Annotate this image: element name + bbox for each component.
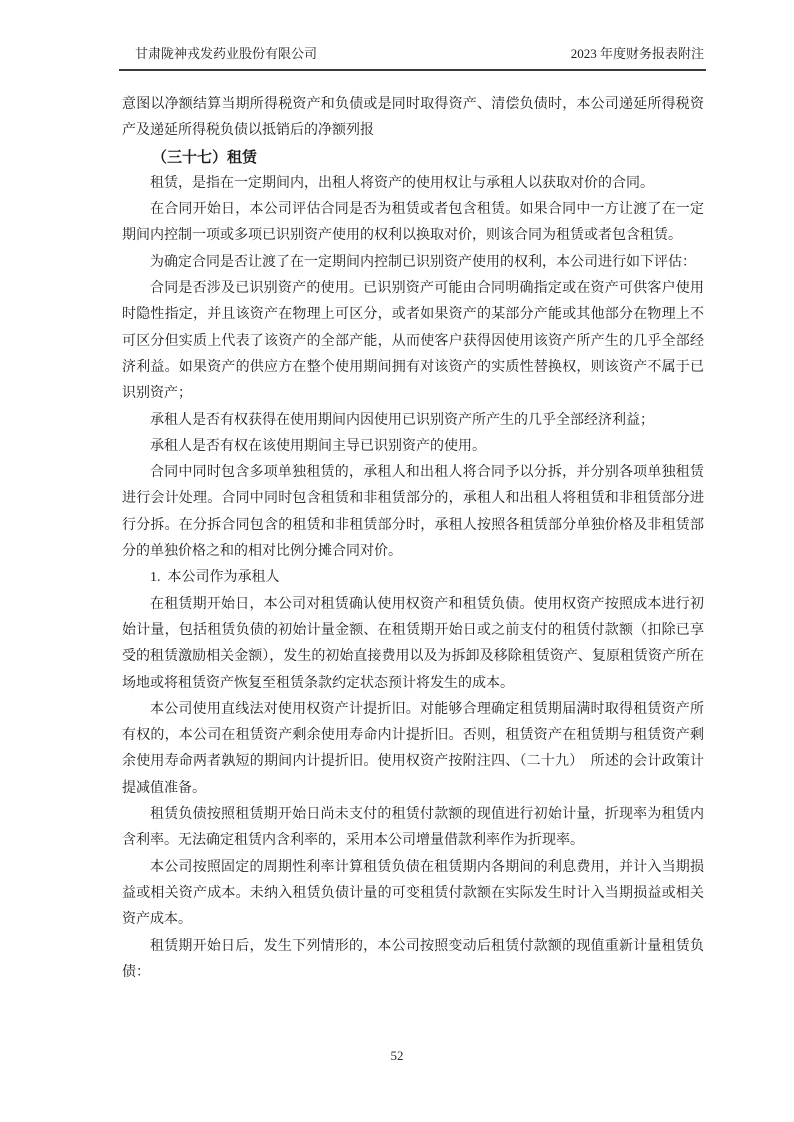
paragraph: 本公司按照固定的周期性利率计算租赁负债在租赁期内各期间的利息费用，并计入当期损益或相关资产成本。未纳入租赁负债计量的可变租赁付款额在实际发生时计入当期损益或相关资产成本。 <box>122 859 704 928</box>
paragraph: 合同是否涉及已识别资产的使用。已识别资产可能由合同明确指定或在资产可供客户使用时隐性指定，并且该资产在物理上可区分，或者如果资产的某部分产能或其他部分在物理上不可区分但实质上代表了该资产的全部产能，从而使客户获得因使用该资产所产生的几乎全部经济利益。如果资产的供应方在整个使用期间拥有对该资产的实质性替换权，则该资产不属于已识别资产； <box>122 281 704 402</box>
paragraph: 合同中同时包含多项单独租赁的，承租人和出租人将合同予以分拆，并分别各项单独租赁进行会计处理。合同中同时包含租赁和非租赁部分的，承租人和出租人将租赁和非租赁部分进行分拆。在分拆合同包含的租赁和非租赁部分时，承租人按照各租赁部分单独价格及非租赁部分的单独价格之和的相对比例分摊合同对价。 <box>122 465 704 560</box>
page-header <box>119 46 706 71</box>
report-title: 2023 年度财务报表附注 <box>570 46 704 61</box>
paragraph: 租赁期开始日后，发生下列情形的，本公司按照变动后租赁付款额的现值重新计量租赁负债： <box>122 938 704 980</box>
paragraph: 在合同开始日，本公司评估合同是否为租赁或者包含租赁。如果合同中一方让渡了在一定期间内控制一项或多项已识别资产使用的权利以换取对价，则该合同为租赁或者包含租赁。 <box>122 202 704 244</box>
page-number: 52 <box>390 1048 404 1063</box>
section-heading: （三十七）租赁 <box>152 149 258 166</box>
page-footer <box>0 1048 794 1064</box>
paragraph: 为确定合同是否让渡了在一定期间内控制已识别资产使用的权利，本公司进行如下评估： <box>150 254 696 270</box>
paragraph: 租赁负债按照租赁期开始日尚未支付的租赁付款额的现值进行初始计量，折现率为租赁内含利率。无法确定租赁内含利率的，采用本公司增量借款利率作为折现率。 <box>122 807 704 849</box>
paragraph: 承租人是否有权获得在使用期间内因使用已识别资产所产生的几乎全部经济利益； <box>150 412 654 428</box>
numbered-item-heading: 1. 本公司作为承租人 <box>150 570 280 586</box>
company-name: 甘肃陇神戎发药业股份有限公司 <box>135 46 318 61</box>
paragraph: 本公司使用直线法对使用权资产计提折旧。对能够合理确定租赁期届满时取得租赁资产所有权的，本公司在租赁资产剩余使用寿命内计提折旧。否则，租赁资产在租赁期与租赁资产剩余使用寿命两者孰短的期间内计提折旧。使用权资产按附注四、（二十九） 所述的会计政策计提减值准备。 <box>122 701 704 796</box>
paragraph: 租赁，是指在一定期间内，出租人将资产的使用权让与承租人以获取对价的合同。 <box>150 175 654 191</box>
paragraph: 承租人是否有权在该使用期间主导已识别资产的使用。 <box>150 438 486 454</box>
paragraph-continuation: 意图以净额结算当期所得税资产和负债或是同时取得资产、清偿负债时，本公司递延所得税资产及递延所得税负债以抵销后的净额列报 <box>122 97 704 139</box>
document-body <box>122 92 704 986</box>
paragraph: 在租赁期开始日，本公司对租赁确认使用权资产和租赁负债。使用权资产按照成本进行初始计量，包括租赁负债的初始计量金额、在租赁期开始日或之前支付的租赁付款额（扣除已享受的租赁激励相关金额），发生的初始直接费用以及为拆卸及移除租赁资产、复原租赁资产所在场地或将租赁资产恢复至租赁条款约定状态预计将发生的成本。 <box>122 596 704 691</box>
